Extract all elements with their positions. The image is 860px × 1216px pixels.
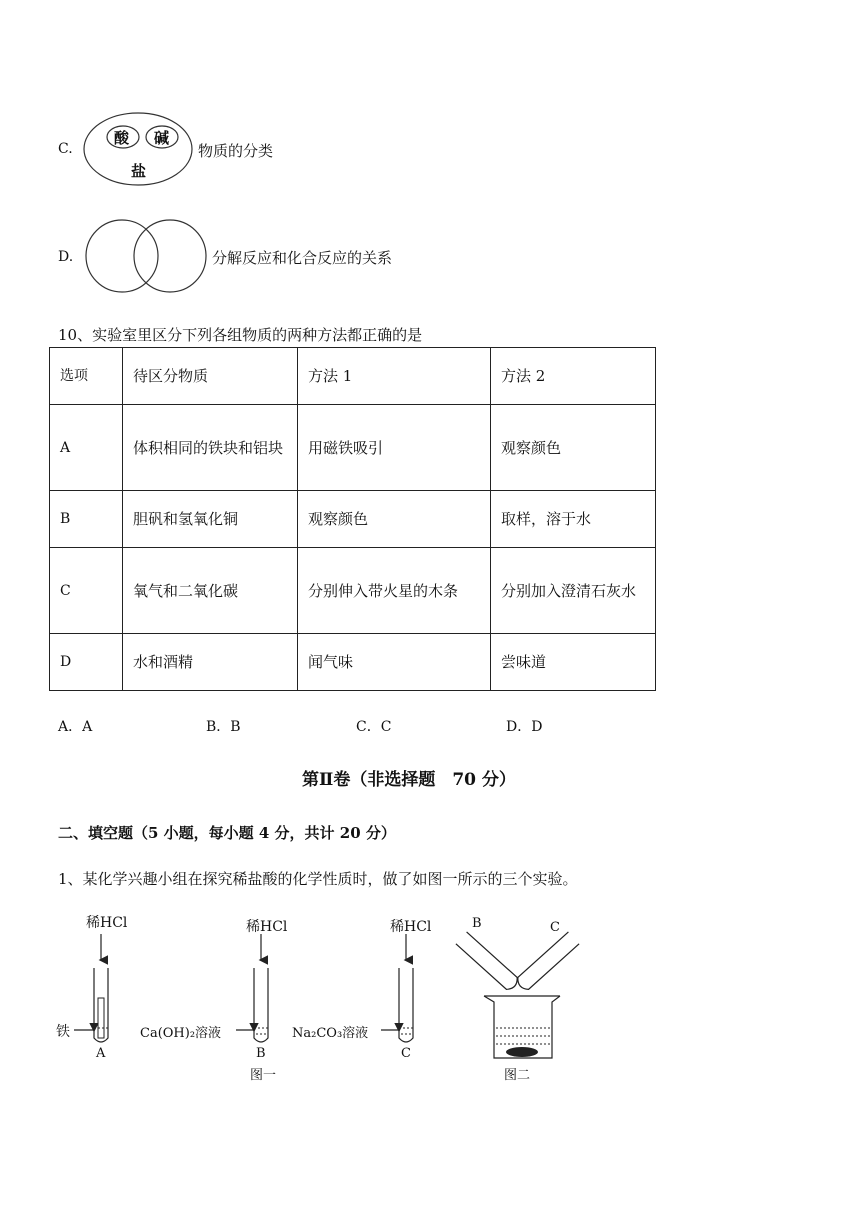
table-cell: 观察颜色: [491, 405, 656, 491]
tube-label-c: C: [401, 1046, 411, 1061]
tube-label-a: A: [96, 1046, 106, 1061]
experiment-figure: [50, 910, 610, 1090]
header-cell: 选项: [50, 348, 123, 405]
acid-label-b: 稀HCl: [246, 919, 288, 935]
table-cell: 水和酒精: [123, 634, 298, 691]
table-cell: 尝味道: [491, 634, 656, 691]
table-cell: 分别伸入带火星的木条: [298, 548, 491, 634]
option-c-caption: 物质的分类: [198, 142, 274, 160]
table-row: [50, 491, 656, 548]
table-cell: 分别加入澄清石灰水: [491, 548, 656, 634]
question-10-stem: 10、实验室里区分下列各组物质的两种方法都正确的是: [58, 326, 423, 344]
table-cell: 闻气味: [298, 634, 491, 691]
table-cell: D: [50, 634, 123, 691]
circle-label-acid: 酸: [114, 129, 130, 147]
figure-2-caption: 图二: [504, 1068, 531, 1083]
circle-label-salt: 盐: [131, 162, 147, 180]
question-10-table: [49, 347, 656, 691]
choice-c[interactable]: C．C: [356, 719, 392, 735]
reagent-label-c: Na₂CO₃溶液: [292, 1026, 369, 1041]
reagent-label-a: 铁: [56, 1024, 70, 1040]
option-d-caption: 分解反应和化合反应的关系: [212, 249, 393, 267]
option-c-label: C.: [58, 141, 73, 157]
experiment-drawing: [50, 910, 610, 1090]
circle-label-base: 碱: [154, 129, 170, 147]
table-cell: A: [50, 405, 123, 491]
section-subtitle: 二、填空题（5 小题，每小题 4 分，共计 20 分）: [58, 824, 396, 842]
tube-label-b: B: [256, 1046, 266, 1061]
reagent-label-b: Ca(OH)₂溶液: [140, 1026, 222, 1041]
table-cell: 取样，溶于水: [491, 491, 656, 548]
choice-a[interactable]: A．A: [58, 719, 93, 735]
venn-diagram: [84, 218, 210, 294]
fig2-tube-label-c: C: [550, 920, 560, 935]
header-cell: 待区分物质: [123, 348, 298, 405]
fig2-tube-label-b: B: [472, 916, 482, 931]
question-1-stem: 1、某化学兴趣小组在探究稀盐酸的化学性质时，做了如图一所示的三个实验。: [58, 870, 578, 888]
table-cell: 氧气和二氧化碳: [123, 548, 298, 634]
table-header-row: [50, 348, 656, 405]
acid-label-a: 稀HCl: [86, 915, 128, 931]
table-cell: C: [50, 548, 123, 634]
figure-1-caption: 图一: [250, 1068, 277, 1083]
table-cell: 体积相同的铁块和铝块: [123, 405, 298, 491]
table-cell: 观察颜色: [298, 491, 491, 548]
option-d-label: D.: [58, 249, 74, 265]
table-cell: 胆矾和氢氧化铜: [123, 491, 298, 548]
table-cell: B: [50, 491, 123, 548]
choice-d[interactable]: D．D: [506, 719, 543, 735]
table-row: [50, 634, 656, 691]
choice-b[interactable]: B．B: [206, 719, 241, 735]
section-title: 第Ⅱ卷（非选择题 70 分）: [302, 770, 516, 790]
table-cell: 用磁铁吸引: [298, 405, 491, 491]
header-cell: 方法 1: [298, 348, 491, 405]
acid-label-c: 稀HCl: [390, 919, 432, 935]
header-cell: 方法 2: [491, 348, 656, 405]
table-row: [50, 548, 656, 634]
table-row: [50, 405, 656, 491]
